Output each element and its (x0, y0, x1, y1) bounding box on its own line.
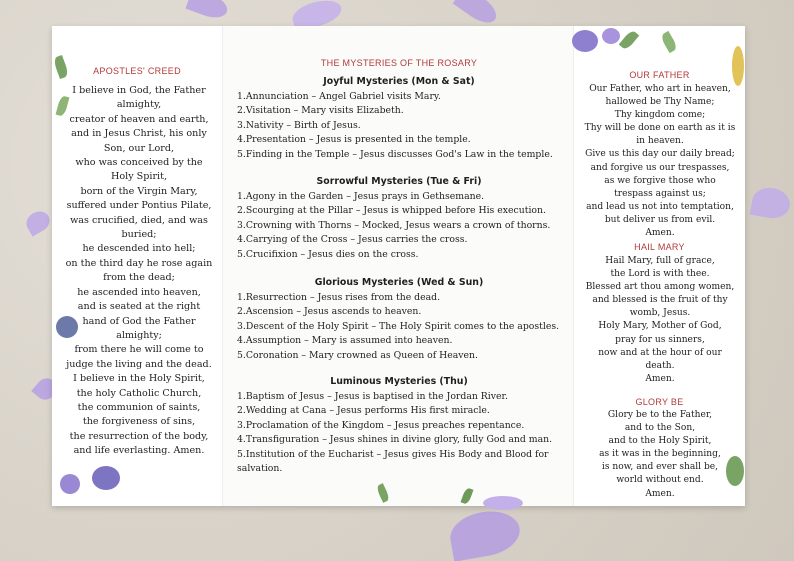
brochure (52, 26, 745, 506)
mystery-item: 3.Descent of the Holy Spirit – The Holy Spirit comes to the apostles. (237, 320, 560, 332)
creed-line: almighty, (116, 99, 162, 111)
panel-mysteries (222, 26, 574, 506)
prayer-line: the Lord is with thee. (610, 269, 710, 280)
mystery-item: 1.Baptism of Jesus – Jesus is baptised in the Jordan River. (237, 391, 508, 402)
leaf-decoration (376, 483, 391, 503)
prayer-line: Thy will be done on earth as it is (584, 123, 736, 134)
glory-be-text (580, 409, 740, 501)
leaf-decoration (660, 31, 679, 53)
creed-line: the resurrection of the body, (69, 430, 209, 442)
mystery-item: 1.Resurrection – Jesus rises from the dead. (237, 292, 441, 303)
creed-line: I believe in the Holy Spirit, (73, 373, 205, 385)
creed-line: judge the living and the dead. (66, 358, 212, 370)
mystery-item: 2.Ascension – Jesus ascends to heaven. (237, 306, 422, 318)
prayer-line: Amen. (645, 373, 675, 384)
mystery-item: 5.Crucifixion – Jesus dies on the cross. (237, 248, 419, 260)
prayer-line: Holy Mary, Mother of God, (598, 321, 722, 332)
mystery-item: 3.Proclamation of the Kingdom – Jesus preaches repentance. (237, 419, 525, 431)
prayer-line: hallowed be Thy Name; (605, 97, 715, 108)
prayer-line: and to the Holy Spirit, (608, 436, 712, 447)
panel-prayers (574, 26, 745, 506)
prayer-line: and lead us not into temptation, (586, 201, 734, 212)
prayer-line: Amen. (645, 228, 675, 239)
mystery-item: 4.Assumption – Mary is assumed into heaven. (237, 335, 453, 347)
creed-line: almighty; (116, 329, 162, 341)
flower-decoration (602, 28, 620, 44)
petal-decoration (185, 0, 230, 22)
creed-line: was crucified, died, and was (70, 214, 208, 226)
leaf-decoration (619, 29, 640, 51)
mystery-item: 5.Coronation – Mary crowned as Queen of Heaven. (237, 349, 478, 361)
creed-line: the holy Catholic Church, (76, 387, 202, 399)
prayer-line: and forgive us our trespasses, (590, 162, 730, 173)
our-father-title: OUR FATHER (629, 70, 690, 80)
mystery-item: 5.Finding in the Temple – Jesus discusses God's Law in the temple. (237, 148, 553, 160)
mystery-item: 2.Scourging at the Pillar – Jesus is whipped before His execution. (237, 205, 546, 217)
panel-apostles-creed (52, 26, 222, 506)
petal-decoration (23, 207, 54, 236)
creed-line: and is seated at the right (77, 301, 201, 313)
prayer-line: death. (645, 360, 675, 371)
our-father-text (580, 83, 740, 240)
creed-line: the forgiveness of sins, (82, 416, 196, 428)
mystery-item: 4.Carrying of the Cross – Jesus carries the cross. (237, 234, 468, 246)
mystery-item: 4.Transfiguration – Jesus shines in divine glory, fully God and man. (237, 434, 553, 446)
creed-line: the communion of saints, (77, 401, 201, 413)
creed-line: born of the Virgin Mary, (80, 185, 198, 197)
luminous-title: Luminous Mysteries (Thu) (330, 376, 468, 387)
prayer-line: Blessed art thou among women, (585, 282, 735, 293)
creed-line: Son, our Lord, (103, 142, 175, 154)
prayer-line: as it was in the beginning, (599, 449, 721, 460)
prayer-line: Glory be to the Father, (607, 410, 713, 420)
creed-title: APOSTLES' CREED (93, 66, 181, 76)
prayer-line: and blessed is the fruit of thy (592, 295, 728, 306)
prayer-line: Our Father, who art in heaven, (589, 84, 731, 94)
mystery-item: 4.Presentation – Jesus is presented in the temple. (237, 134, 471, 146)
creed-line: and life everlasting. Amen. (73, 445, 205, 457)
creed-line: I believe in God, the Father (72, 85, 206, 96)
flower-decoration (483, 496, 523, 510)
creed-line: from the dead; (103, 272, 175, 284)
prayer-line: Amen. (645, 488, 675, 499)
glory-be-title: GLORY BE (635, 397, 684, 407)
petal-decoration (750, 185, 793, 221)
leaf-decoration (461, 487, 474, 505)
flower-decoration (60, 474, 80, 494)
prayer-line: womb, Jesus. (629, 308, 691, 319)
flower-decoration (92, 466, 120, 490)
mystery-item: 1.Agony in the Garden – Jesus prays in Gethsemane. (237, 191, 485, 202)
creed-line: on the third day he rose again (65, 257, 213, 269)
flower-decoration (572, 30, 598, 52)
mystery-item: 3.Crowning with Thorns – Mocked, Jesus wears a crown of thorns. (237, 219, 551, 231)
petal-decoration (447, 506, 524, 561)
prayer-line: trespass against us; (614, 188, 706, 199)
prayer-line: in heaven. (636, 136, 684, 147)
joyful-title: Joyful Mysteries (Mon & Sat) (323, 76, 475, 87)
creed-line: he descended into hell; (82, 243, 196, 255)
prayer-line: now and at the hour of our (598, 347, 722, 358)
glorious-list (237, 291, 571, 363)
flower-decoration (732, 46, 744, 86)
prayer-line: as we forgive those who (604, 175, 716, 186)
creed-line: and in Jesus Christ, his only (71, 128, 207, 140)
sorrowful-title: Sorrowful Mysteries (Tue & Fri) (316, 176, 482, 187)
creed-line: buried; (121, 229, 157, 241)
creed-line: creator of heaven and earth, (69, 113, 209, 125)
petal-decoration (453, 0, 502, 29)
creed-text (60, 84, 218, 459)
prayer-line: pray for us sinners, (615, 334, 705, 345)
prayer-line: is now, and ever shall be, (601, 462, 719, 473)
prayer-line: Give us this day our daily bread; (585, 149, 735, 160)
glorious-title: Glorious Mysteries (Wed & Sun) (314, 277, 484, 288)
prayer-line: Thy kingdom come; (614, 110, 706, 121)
mystery-item: 2.Visitation – Mary visits Elizabeth. (237, 105, 404, 117)
hail-mary-title: HAIL MARY (634, 242, 685, 252)
creed-line: Holy Spirit, (110, 171, 168, 183)
creed-line: he ascended into heaven, (77, 286, 201, 298)
joyful-list (237, 90, 571, 162)
luminous-list (237, 390, 571, 476)
hail-mary-text (580, 255, 740, 386)
sorrowful-list (237, 190, 571, 262)
prayer-line: Hail Mary, full of grace, (605, 256, 715, 266)
prayer-line: and to the Son, (624, 423, 696, 434)
creed-line: who was conceived by the (75, 157, 203, 169)
mystery-item: 3.Nativity – Birth of Jesus. (237, 119, 361, 131)
mysteries-title: THE MYSTERIES OF THE ROSARY (320, 58, 478, 68)
prayer-line: world without end. (616, 475, 704, 486)
mystery-item: 2.Wedding at Cana – Jesus performs His first miracle. (237, 405, 490, 417)
creed-line: hand of God the Father (82, 315, 196, 327)
mystery-item: 5.Institution of the Eucharist – Jesus gives His Body and Blood for salvation. (237, 448, 549, 475)
creed-line: from there he will come to (74, 344, 204, 356)
mystery-item: 1.Annunciation – Angel Gabriel visits Mary. (237, 91, 441, 102)
creed-line: suffered under Pontius Pilate, (66, 200, 212, 212)
prayer-line: but deliver us from evil. (604, 214, 716, 225)
